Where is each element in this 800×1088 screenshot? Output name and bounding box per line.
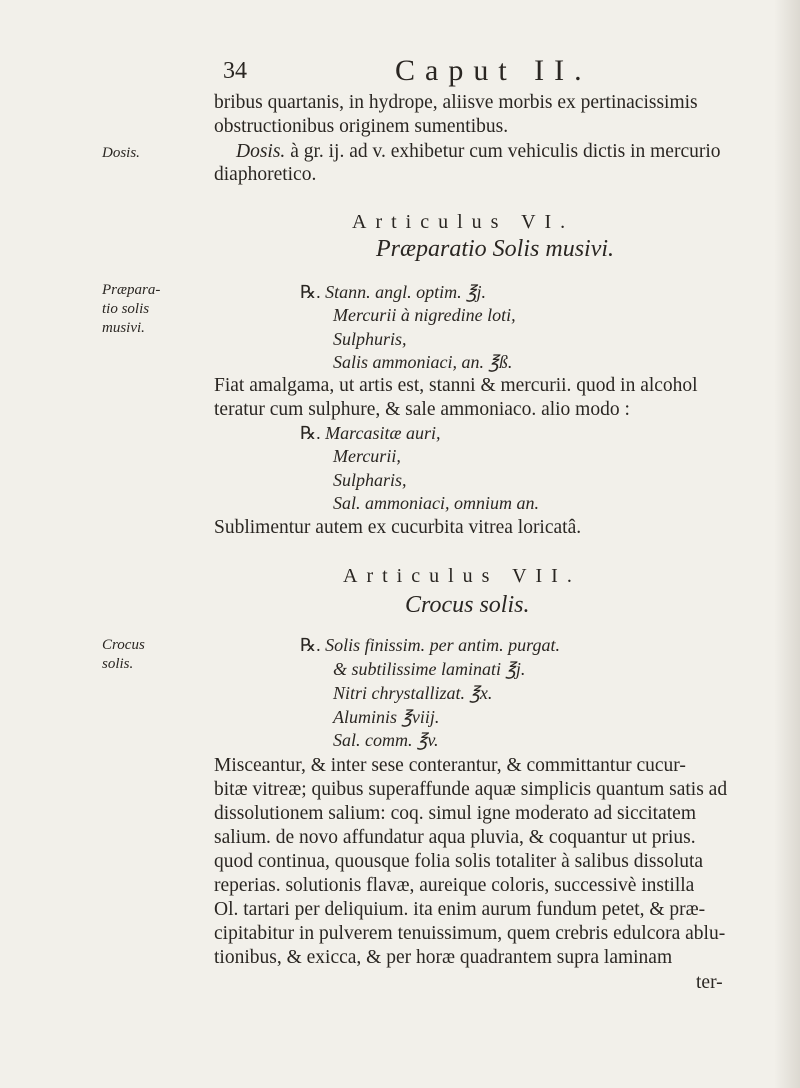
page-number: 34 (223, 58, 247, 84)
article-heading: Articulus VII. (343, 565, 581, 587)
text-line: teratur cum sulphure, & sale ammoniaco. alio modo : (214, 399, 630, 420)
recipe-line: Nitri chrystallizat. ℥x. (333, 683, 493, 703)
text-line: diaphoretico. (214, 164, 317, 185)
margin-note-line: solis. (102, 656, 134, 672)
catchword: ter- (696, 972, 723, 993)
recipe-line: Salis ammoniaci, an. ℥ß. (333, 352, 513, 372)
margin-note-praeparatio (102, 281, 160, 338)
running-head: Caput II. (395, 54, 592, 87)
recipe-text: Stann. angl. optim. ℥j. (325, 282, 487, 302)
recipe-line: Aluminis ℥viij. (333, 707, 440, 727)
margin-note-line: Crocus (102, 637, 145, 653)
margin-note-line: Præpara- (102, 282, 161, 298)
text-line: Ol. tartari per deliquium. ita enim aurum fundum petet, & præ- (214, 899, 706, 920)
text-line (236, 142, 721, 162)
text-line: obstructionibus originem sumentibus. (214, 116, 509, 137)
margin-note-crocus (102, 636, 145, 674)
recipe-line: Mercurii, (333, 446, 401, 466)
recipe-line: Sal. comm. ℥v. (333, 730, 439, 750)
recipe-line: & subtilissime laminati ℥j. (333, 659, 526, 679)
recipe-line: Sulpharis, (333, 470, 407, 490)
text-line: Fiat amalgama, ut artis est, stanni & mercurii. quod in alcohol (214, 375, 698, 396)
recipe-text: Solis finissim. per antim. purgat. (325, 635, 560, 655)
recipe-symbol: ℞. (300, 635, 326, 655)
text-line: salium. de novo affundatur aqua pluvia, & coquantur ut prius. (214, 827, 696, 848)
text-line: Misceantur, & inter sese conterantur, & committantur cucur- (214, 755, 686, 776)
recipe-line: Sal. ammoniaci, omnium an. (333, 493, 539, 513)
text-line: quod continua, quousque folia solis totaliter à salibus dissoluta (214, 851, 704, 872)
text-line: dissolutionem salium: coq. simul igne moderato ad siccitatem (214, 803, 696, 824)
margin-note-dosis: Dosis. (102, 145, 140, 161)
recipe-symbol: ℞. (300, 282, 326, 302)
article-title: Crocus solis. (405, 592, 530, 618)
recipe-symbol: ℞. (300, 423, 326, 443)
recipe-line (300, 636, 560, 654)
text-line: Sublimentur autem ex cucurbita vitrea loricatâ. (214, 517, 582, 538)
text-line: bitæ vitreæ; quibus superaffunde aquæ simplicis quantum satis ad (214, 779, 728, 800)
article-heading: Articulus VI. (352, 211, 575, 233)
recipe-line: Sulphuris, (333, 329, 407, 349)
dosis-rest: à gr. ij. ad v. exhibetur cum vehiculis dictis in mercurio (285, 141, 721, 162)
recipe-line (300, 424, 440, 442)
page-edge-shadow (774, 0, 800, 1088)
text-line: cipitabitur in pulverem tenuissimum, quem crebris edulcora ablu- (214, 923, 726, 944)
recipe-line (300, 283, 486, 301)
margin-note-line: musivi. (102, 320, 145, 336)
article-title: Præparatio Solis musivi. (376, 236, 615, 262)
margin-note-line: tio solis (102, 301, 150, 317)
text-line: tionibus, & exicca, & per horæ quadrantem supra laminam (214, 947, 673, 968)
dosis-lead: Dosis. (236, 141, 286, 162)
text-line: reperias. solutionis flavæ, aureique coloris, successivè instilla (214, 875, 695, 896)
recipe-line: Mercurii à nigredine loti, (333, 305, 516, 325)
recipe-text: Marcasitæ auri, (325, 423, 441, 443)
text-line: bribus quartanis, in hydrope, aliisve morbis ex pertinacissimis (214, 92, 698, 113)
